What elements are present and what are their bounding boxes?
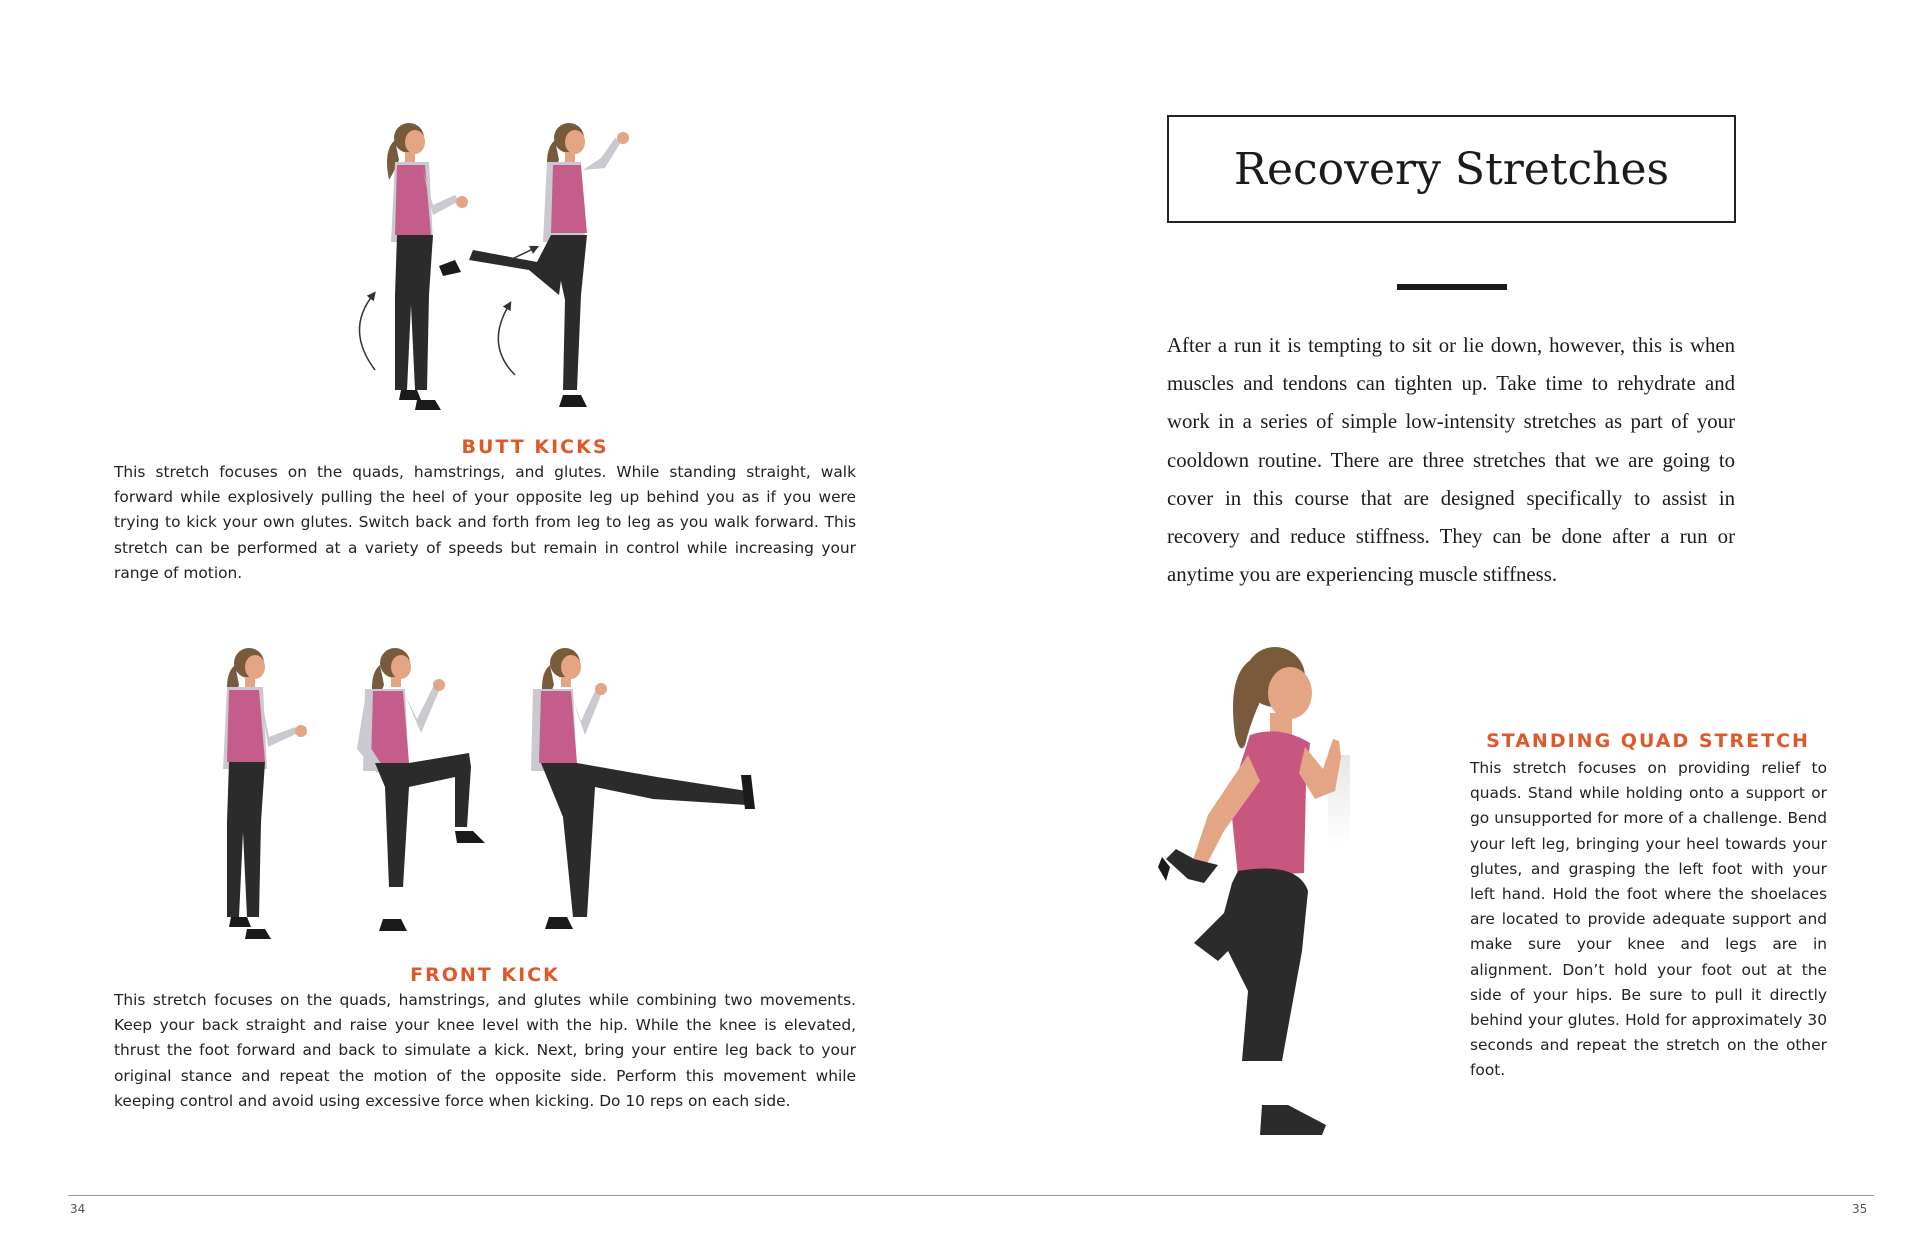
title-box (1167, 115, 1736, 223)
butt-kicks-heading: BUTT KICKS (461, 436, 609, 458)
front-kick-illustration (215, 635, 755, 955)
intro-paragraph: After a run it is tempting to sit or lie down, however, this is when muscles and tendons can tighten up. Take time to rehydrate and work in a series of simple low-intensity stretches as part of your cooldown routine. There are three stretches that we are going to cover in this course that are designed specifically to assist in recovery and reduce stiffness. They can be done after a run or anytime you are experiencing muscle stiffness. (1167, 334, 1735, 587)
front-kick-description: This stretch focuses on the quads, hamstrings, and glutes while combining two movements. Keep your back straight and raise your knee level with the hip. While the knee is elevated, thrust the foot forward and back to simulate a kick. Next, bring your entire leg back to your original stance and repeat the motion of the opposite side. Perform this movement while keeping control and avoid using excessive force when kicking. Do 10 reps on each side. (114, 991, 856, 1110)
standing-quad-heading: STANDING QUAD STRETCH (1486, 730, 1810, 752)
runner-figure-standing-2 (223, 648, 307, 939)
butt-kicks-description: This stretch focuses on the quads, hamstrings, and glutes. While standing straight, walk forward while explosively pulling the heel of your opposite leg up behind you as if you were trying to kick your own glutes. Switch back and forth from leg to leg as you walk forward. This stretch can be performed at a variety of speeds but remain in control while increasing your range of motion. (114, 463, 856, 582)
runner-figure-butt-kick (439, 123, 629, 407)
standing-quad-stretch-illustration (1150, 635, 1410, 1145)
runner-figure-knee-raise (357, 648, 485, 931)
page-number-left: 34 (70, 1202, 86, 1216)
butt-kicks-illustration (325, 110, 655, 430)
standing-quad-description: This stretch focuses on providing relief to quads. Stand while holding onto a support or go unsupported for more of a challenge. Bend your left leg, bringing your heel towards your glutes, and grasping the left foot with your left hand. Hold the foot where the shoelaces are located to provide adequate support and make sure your knee and legs are in alignment. Don’t hold your foot out at the side of your hips. Be sure to pull it directly behind your glutes. Hold for approximately 30 seconds and repeat the stretch on the other foot. (1470, 759, 1827, 1080)
page-number-right: 35 (1852, 1202, 1868, 1216)
runner-figure-front-kick (531, 648, 755, 929)
front-kick-heading: FRONT KICK (410, 964, 560, 986)
title-divider (1397, 284, 1507, 290)
page-title: Recovery Stretches (1233, 143, 1670, 195)
footer-rule (68, 1195, 1874, 1196)
